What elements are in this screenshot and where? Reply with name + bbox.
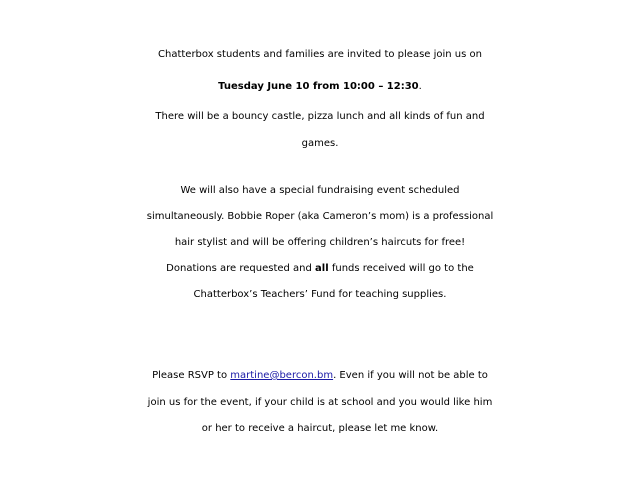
rsvp-line-2: join us for the event, if your child is at school and you would like him xyxy=(147,397,493,408)
rsvp-email-link[interactable]: martine@bercon.bm xyxy=(230,370,334,381)
rsvp-line-1 xyxy=(0,365,640,387)
rsvp-line-1-start: Please RSVP to xyxy=(152,370,231,381)
emphasis-all: all xyxy=(315,263,329,274)
fundraiser-line-4-start: Donations are requested and xyxy=(166,263,316,274)
intro-line-1: Chatterbox students and families are invited to please join us on xyxy=(158,49,482,60)
fundraiser-line-5: Chatterbox’s Teachers’ Fund for teaching supplies. xyxy=(193,289,447,300)
fundraiser-line-2: simultaneously. Bobbie Roper (aka Cameron’s mom) is a professional xyxy=(146,211,494,222)
fundraiser-line-1: We will also have a special fundraising event scheduled xyxy=(180,185,460,196)
rsvp-line-1-end: . Even if you will not be able to xyxy=(333,370,488,381)
fundraiser-line-4 xyxy=(0,258,640,280)
rsvp-line-3: or her to receive a haircut, please let me know. xyxy=(201,423,439,434)
event-date-text: Tuesday June 10 from 10:00 – 12:30 xyxy=(218,81,419,92)
fundraiser-line-4-end: funds received will go to the xyxy=(328,263,474,274)
event-date-line xyxy=(0,74,640,100)
event-date-period: . xyxy=(418,81,422,92)
fundraiser-line-3: hair stylist and will be offering children’s haircuts for free! xyxy=(174,237,466,248)
intro-line-4: games. xyxy=(301,138,339,149)
intro-line-3: There will be a bouncy castle, pizza lunch and all kinds of fun and xyxy=(155,111,485,122)
